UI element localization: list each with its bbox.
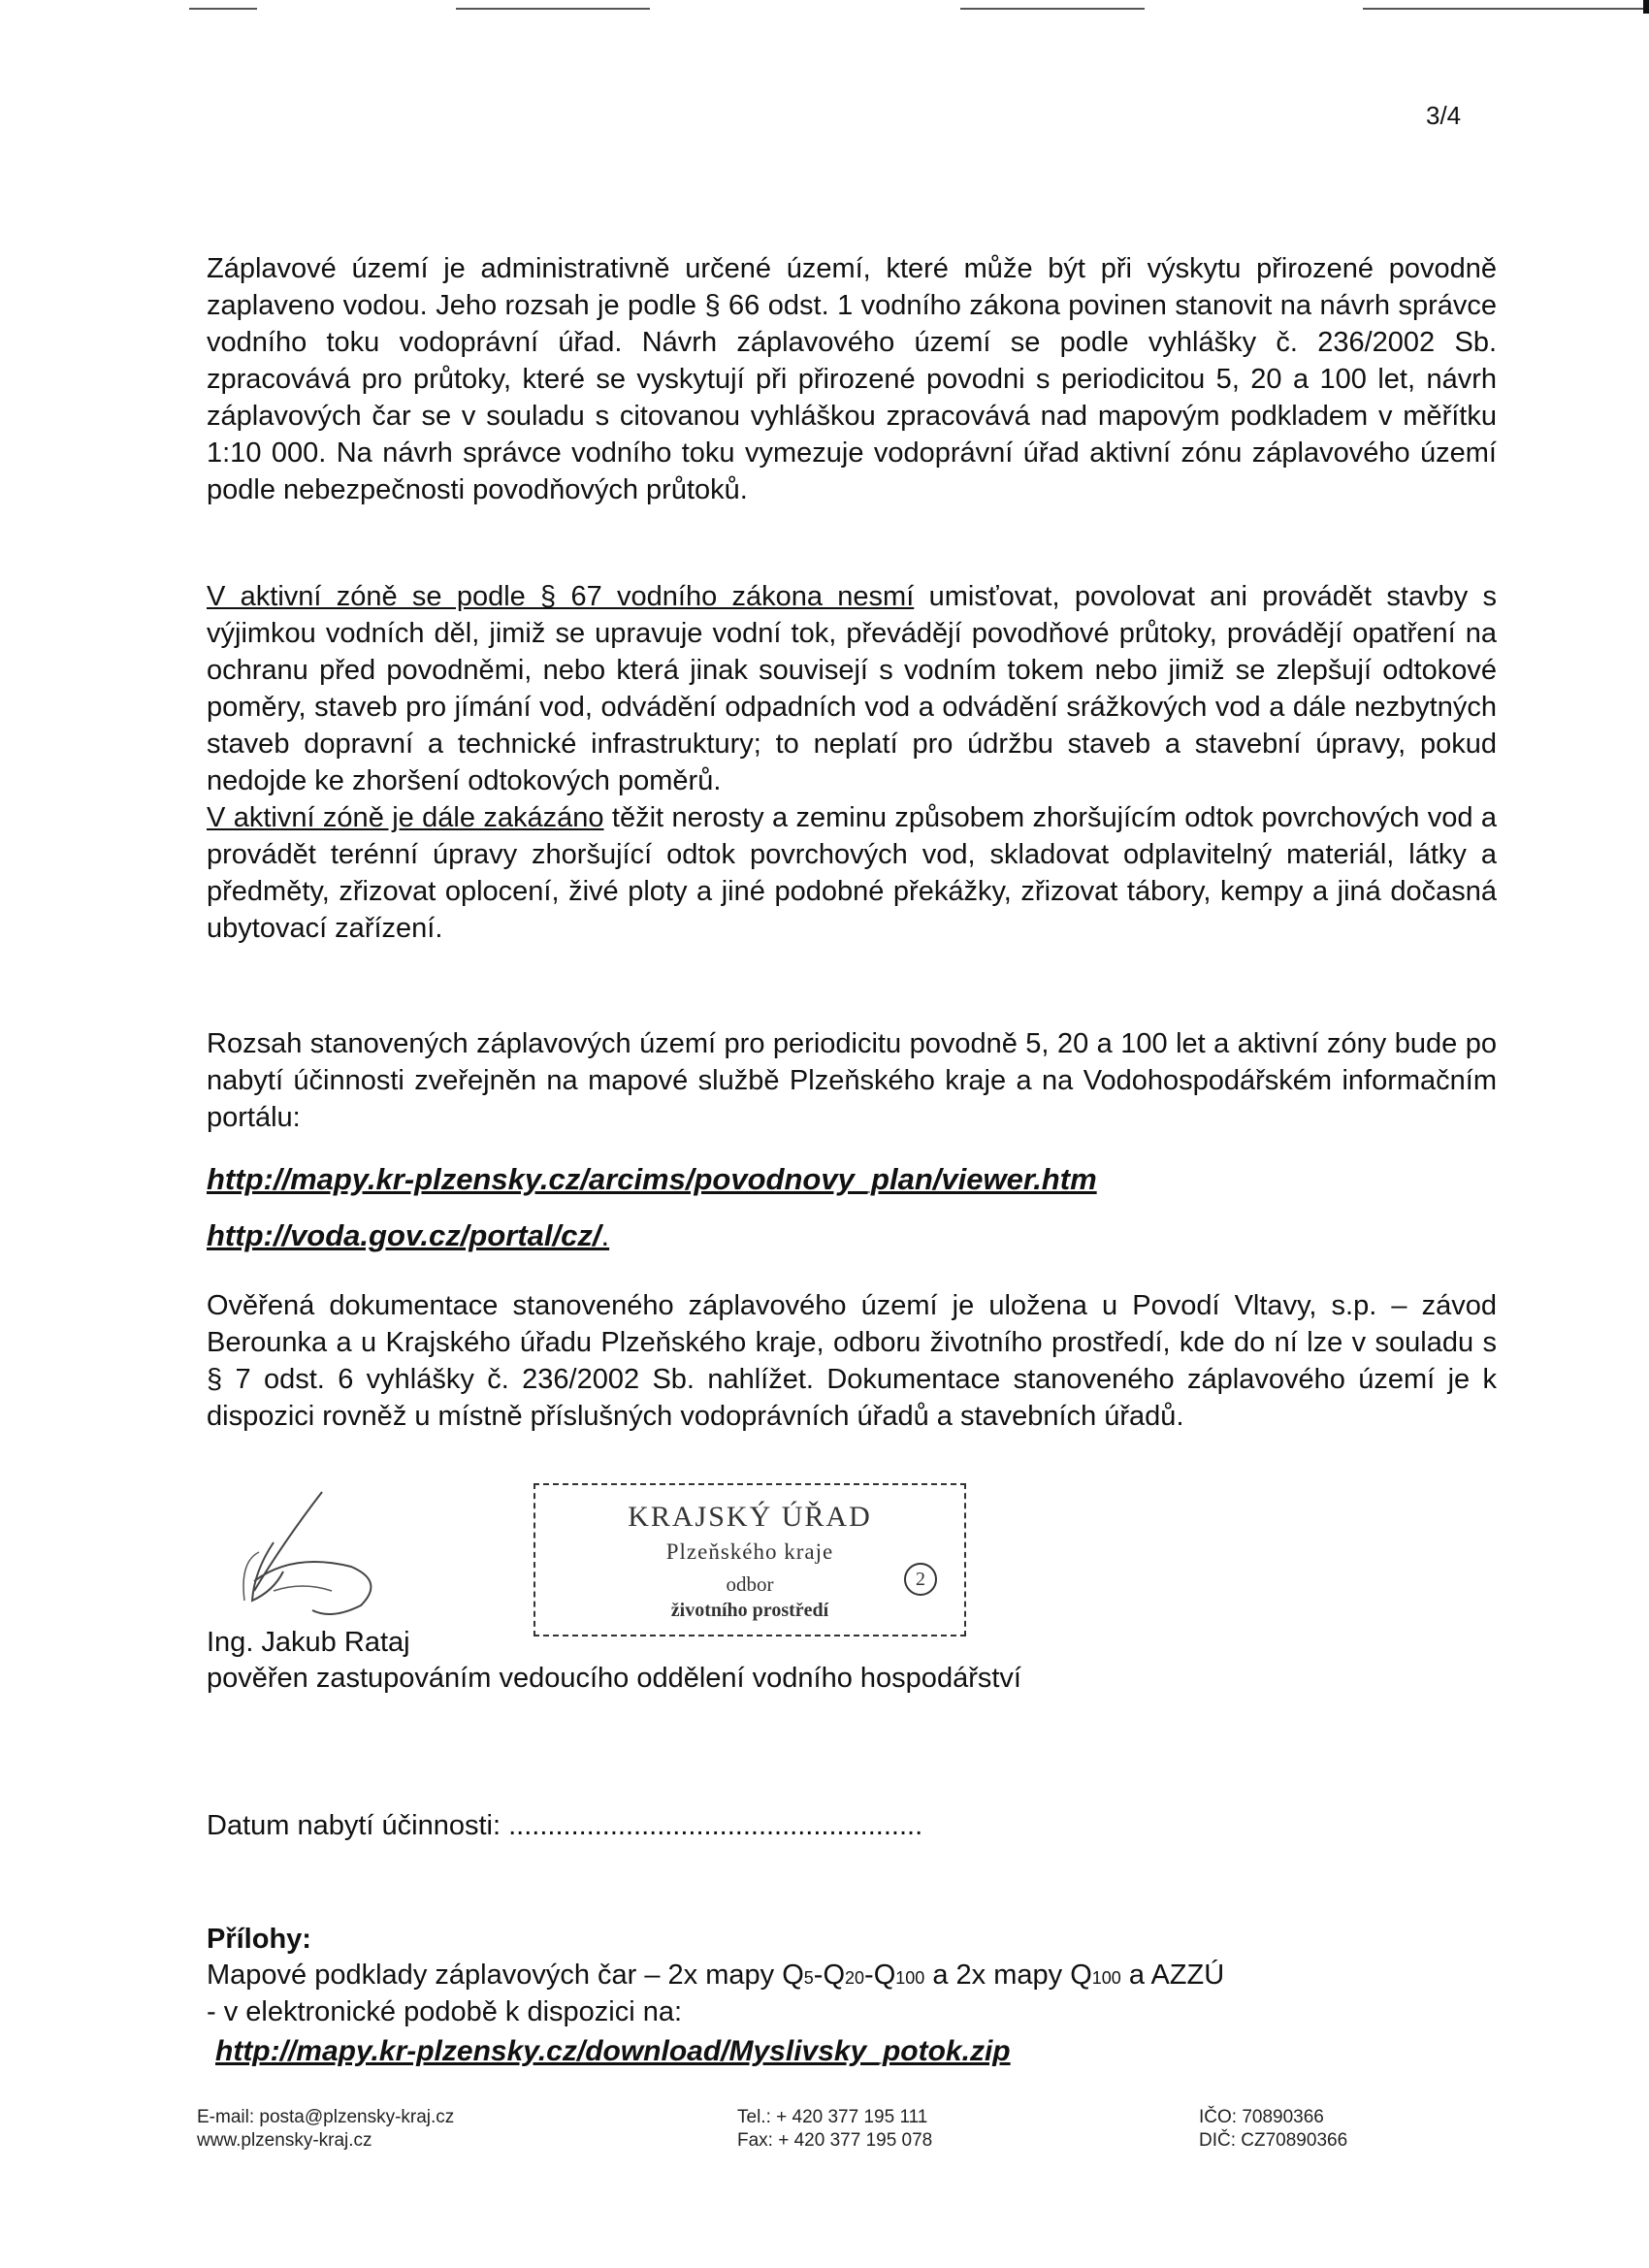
page-number: 3/4 [1426,101,1462,130]
footer-contact [197,2106,454,2153]
signatory-role: pověřen zastupováním vedoucího oddělení vodního hospodářství [207,1663,1021,1694]
scan-artifact-line [189,8,257,10]
paragraph-floodplain-definition: Záplavové území je administrativně určené území, které může být při výskytu přirozené povodně zaplaveno vodou. Jeho rozsah je podle § 66 odst. 1 vodního zákona povinen stanovit na návrh správce vodního toku vodoprávní úřad. Návrh záplavového území se podle vyhlášky č. 236/2002 Sb. zpracovává pro průtoky, které se vyskytují při přirozené povodni s periodicitou 5, 20 a 100 let, návrh záplavových čar se v souladu s citovanou vyhláškou zpracovává nad mapovým podkladem v měřítku 1:10 000. Na návrh správce vodního toku vymezuje vodoprávní úřad aktivní zónu záplavového území podle nebezpečnosti povodňových průtoků. [207,253,1497,505]
footer-fax: Fax: + 420 377 195 078 [737,2130,933,2151]
map-service-link[interactable]: http://mapy.kr-plzensky.cz/arcims/povodnovy_plan/viewer.htm [207,1162,1097,1196]
scan-artifact-line [960,8,1145,10]
stamp-number: 2 [904,1563,937,1596]
effective-date-dots: ..................................................... [508,1810,923,1841]
footer-email: E-mail: posta@plzensky-kraj.cz [197,2107,455,2127]
att-dash-1: -Q [813,1960,845,1991]
stamp-line-4: životního prostředí [670,1600,829,1621]
att-dash-2: -Q [864,1960,896,1991]
paragraph-publication: Rozsah stanovených záplavových území pro periodicitu povodně 5, 20 a 100 let a aktivní zóny bude po nabytí účinnosti zveřejněn na mapové službě Plzeňského kraje a na Vodohospodářském informačním portálu: [207,1028,1497,1133]
footer-phone [737,2106,932,2153]
att-sub-100: 100 [895,1968,925,1988]
attachments-line-2: - v elektronické podobě k dispozici na: [207,1996,683,2027]
active-zone-body: umisťovat, povolovat ani provádět stavby s výjimkou vodních děl, jimiž se upravuje vodní tok, převádějí povodňové průtoky, provádějí opatření na ochranu před povodněmi, nebo která jinak souvisejí s vodním tokem nebo jimiž se zlepšují odtokové poměry, staveb pro jímání vod, odvádění odpadních vod a odvádění srážkových vod a dále nezbytných staveb dopravní a technické infrastruktury; to neplatí pro údržbu staveb a stavební úpravy, pokud nedojde ke zhoršení odtokových poměrů. [207,581,1497,796]
link-period: . [600,1218,610,1252]
active-zone-body-2: těžit nerosty a zeminu způsobem zhoršujícím odtok povrchových vod a provádět terénní úpravy zhoršující odtok povrchových vod, skladovat odplavitelný materiál, látky a předměty, zřizovat oplocení, živé ploty a jiné podobné překážky, zřizovat tábory, kempy a jiná dočasná ubytovací zařízení. [207,802,1497,944]
download-link[interactable]: http://mapy.kr-plzensky.cz/download/Myslivsky_potok.zip [215,2035,1011,2067]
stamp-line-1: KRAJSKÝ ÚŘAD [628,1501,872,1533]
footer-tel: Tel.: + 420 377 195 111 [737,2107,928,2127]
signatory-name: Ing. Jakub Rataj [207,1627,410,1658]
stamp-line-2: Plzeňského kraje [665,1539,834,1564]
footer-dic: DIČ: CZ70890366 [1199,2130,1348,2151]
attachments-title: Přílohy: [207,1924,311,1955]
office-stamp [534,1483,966,1636]
att-text-b: a 2x mapy Q [924,1960,1092,1991]
att-sub-5: 5 [803,1968,814,1988]
footer-web: www.plzensky-kraj.cz [197,2130,372,2151]
paragraph-documentation: Ověřená dokumentace stanoveného záplavového území je uložena u Povodí Vltavy, s.p. – závod Berounka a u Krajského úřadu Plzeňského kraje, odboru životního prostředí, kde do ní lze v souladu s § 7 odst. 6 vyhlášky č. 236/2002 Sb. nahlížet. Dokumentace stanoveného záplavového území je k dispozici rovněž u místně příslušných vodoprávních úřadů a stavebních úřadů. [207,1290,1497,1432]
effective-date-label: Datum nabytí účinnosti: [207,1810,501,1841]
att-text-a: Mapové podklady záplavových čar – 2x mapy Q [207,1960,804,1991]
att-text-c: a AZZÚ [1120,1960,1225,1991]
water-portal-link[interactable]: http://voda.gov.cz/portal/cz/ [207,1218,601,1252]
footer-ico: IČO: 70890366 [1199,2107,1324,2127]
attachments-line-1 [207,1960,1224,1992]
effective-date-line [207,1810,922,1842]
active-zone-lead: V aktivní zóně se podle § 67 vodního zákona nesmí [207,581,915,612]
handwritten-signature [215,1484,409,1630]
att-sub-20: 20 [845,1968,865,1988]
scan-corner-mark [1643,0,1649,14]
scan-artifact-line [1363,8,1644,10]
att-sub-100b: 100 [1091,1968,1121,1988]
footer-ids [1199,2106,1347,2153]
active-zone-lead-2: V aktivní zóně je dále zakázáno [207,802,604,833]
scan-artifact-line [456,8,650,10]
stamp-line-3: odbor [726,1572,774,1596]
paragraph-active-zone [207,578,1497,947]
water-portal-link-wrap [207,1218,609,1253]
